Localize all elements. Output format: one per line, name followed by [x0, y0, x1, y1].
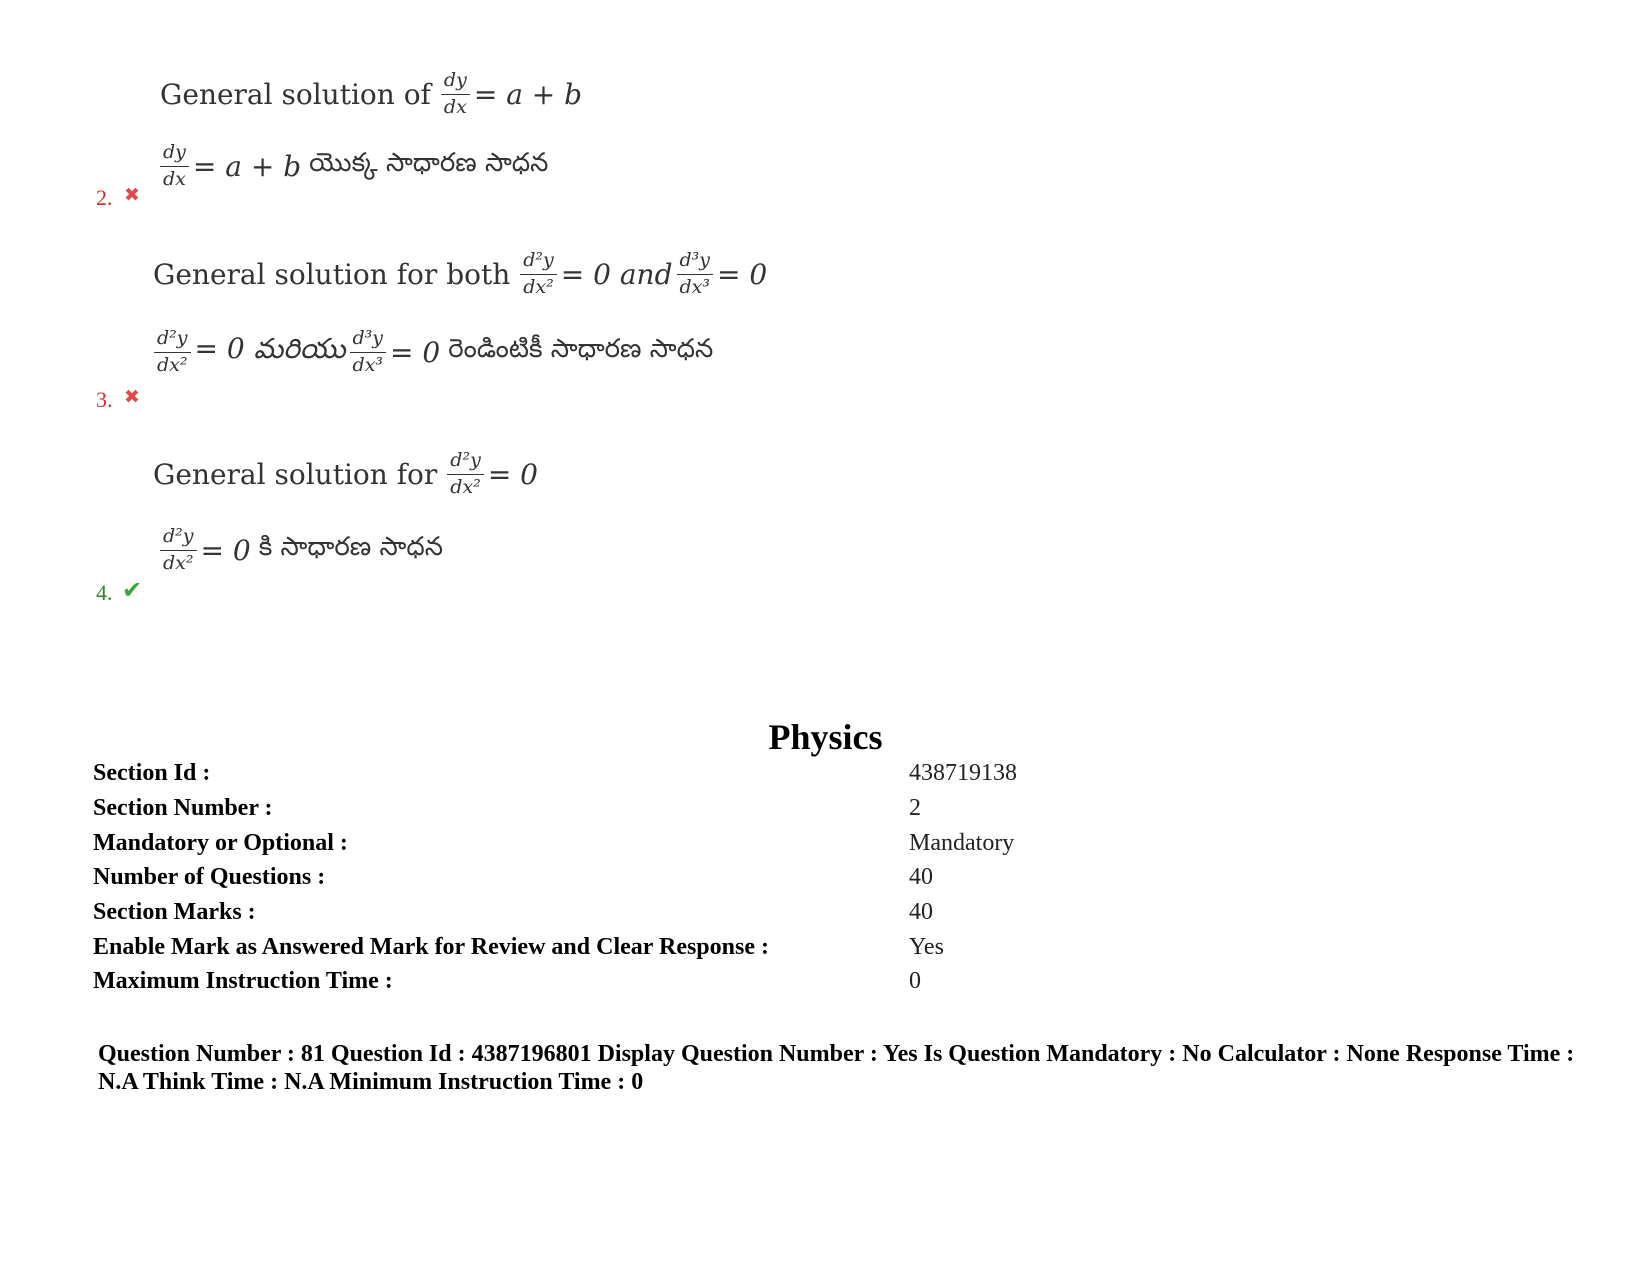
option-2-english: General solution of $\frac{dy}{dx}$ = a + b — [160, 69, 583, 118]
cross-icon: ✖ — [124, 184, 140, 206]
question-metadata: Question Number : 81 Question Id : 4387196801 Display Question Number : Yes Is Question Mandatory : No Calculator : None Response Time : N.A Think Time : N.A Minimum Instruction Time : 0 — [98, 1041, 1575, 1095]
fraction: $\frac{\text{d²y}}{\text{dx²}}$ — [160, 526, 197, 575]
cross-icon: ✖ — [124, 386, 140, 408]
section-title: Physics — [768, 717, 883, 757]
option-4-telugu: $\frac{\text{d²y}}{\text{dx²}}$ = 0 కి సాధారణ సాధన — [156, 526, 443, 575]
info-row-enable-mark: Enable Mark as Answered Mark for Review and Clear Response : Yes — [93, 934, 944, 960]
fraction: $\frac{\text{d²y}}{\text{dx²}}$ — [520, 250, 557, 299]
check-icon: ✔ — [122, 576, 143, 604]
option-3-telugu: $\frac{\text{d²y}}{\text{dx²}}$ = 0 మరియు $\frac{\text{d³y}}{\text{dx³}}$ = 0 రెండింటికీ సాధారణ సాధన — [150, 328, 713, 377]
fraction: $\frac{\text{d³y}}{\text{dx³}}$ — [350, 328, 387, 377]
fraction: $\frac{\text{d³y}}{\text{dx³}}$ — [677, 250, 714, 299]
fraction: $\frac{\text{d²y}}{\text{dx²}}$ — [154, 328, 191, 377]
option-3-english: General solution for both $\frac{\text{d²y}}{\text{dx²}}$ = 0 and $\frac{\text{d³y}}{\text{dx³}}$ = 0 — [153, 249, 768, 298]
fraction: $\frac{\text{d²y}}{\text{dx²}}$ — [447, 450, 484, 499]
option-number: 3. — [96, 387, 113, 412]
option-4-english: General solution for $\frac{\text{d²y}}{\text{dx²}}$ = 0 — [153, 449, 538, 498]
fraction: $\frac{dy}{dx}$ — [441, 70, 470, 119]
option-number: 4. — [96, 580, 113, 605]
info-row-mandatory: Mandatory or Optional : Mandatory — [93, 830, 1015, 856]
info-row-section-marks: Section Marks : 40 — [93, 899, 933, 925]
info-row-section-id: Section Id : 438719138 — [93, 760, 1017, 786]
option-number: 2. — [96, 185, 113, 210]
fraction: $\frac{dy}{dx}$ — [160, 142, 189, 191]
info-row-max-instruction-time: Maximum Instruction Time : 0 — [93, 968, 921, 994]
info-row-number-of-questions: Number of Questions : 40 — [93, 864, 933, 890]
info-row-section-number: Section Number : 2 — [93, 795, 921, 821]
option-2-telugu: $\frac{dy}{dx}$ = a + b యొక్క సాధారణ సాధన — [156, 142, 548, 191]
